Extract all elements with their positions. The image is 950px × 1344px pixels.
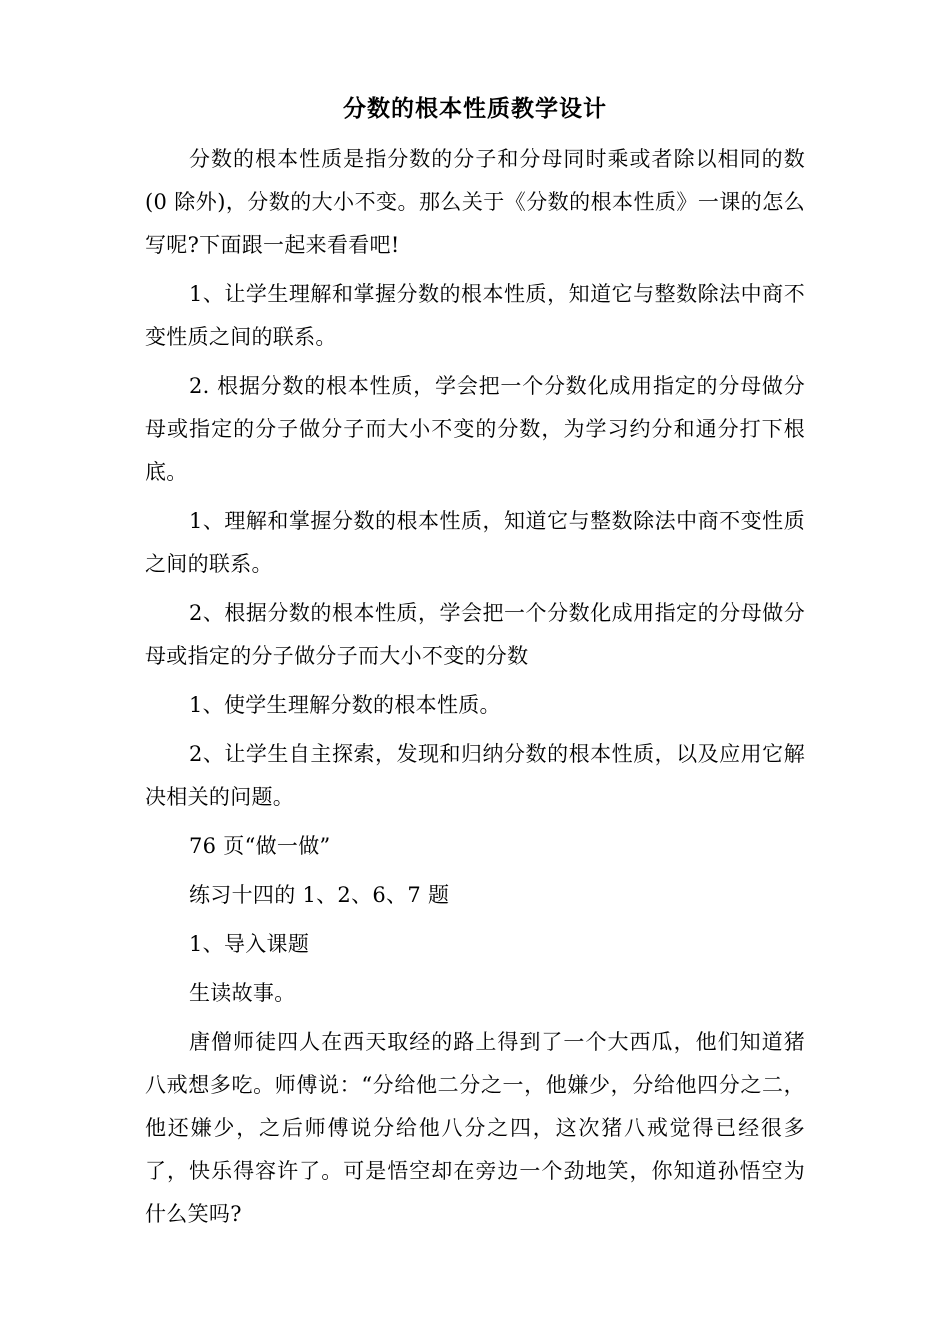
document-title: 分数的根本性质教学设计 xyxy=(343,95,607,122)
paragraph-key-2: 2、根据分数的根本性质，学会把一个分数化成用指定的分母做分母或指定的分子做分子而大小不变的分数 xyxy=(145,601,805,668)
document-page xyxy=(145,90,805,1242)
paragraph-goal-1: 1、让学生理解和掌握分数的根本性质，知道它与整数除法中商不变性质之间的联系。 xyxy=(145,282,805,349)
paragraph-key-1: 1、理解和掌握分数的根本性质，知道它与整数除法中商不变性质之间的联系。 xyxy=(145,509,805,576)
paragraph-difficulty-1: 1、使学生理解分数的根本性质。 xyxy=(189,693,501,717)
paragraph-intro: 分数的根本性质是指分数的分子和分母同时乘或者除以相同的数(0 除外)，分数的大小不变。那么关于《分数的根本性质》一课的怎么写呢?下面跟一起来看看吧! xyxy=(145,147,805,257)
paragraph-difficulty-2: 2、让学生自主探索，发现和归纳分数的根本性质，以及应用它解决相关的问题。 xyxy=(145,742,805,809)
paragraph-content-page: 76 页“做一做” xyxy=(189,834,331,858)
paragraph-story: 唐僧师徒四人在西天取经的路上得到了一个大西瓜，他们知道猪八戒想多吃。师傅说：“分给他二分之一，他嫌少，分给他四分之二，他还嫌少，之后师傅说分给他八分之四，这次猪八戒觉得已经很多了，快乐得容许了。可是悟空却在旁边一个劲地笑，你知道孙悟空为什么笑吗? xyxy=(145,1030,805,1226)
paragraph-read-story: 生读故事。 xyxy=(189,981,296,1005)
paragraph-goal-2: 2. 根据分数的根本性质，学会把一个分数化成用指定的分母做分母或指定的分子做分子而大小不变的分数，为学习约分和通分打下根底。 xyxy=(145,374,805,484)
paragraph-exercise: 练习十四的 1、2、6、7 题 xyxy=(189,883,450,907)
paragraph-step-intro: 1、导入课题 xyxy=(189,932,310,956)
